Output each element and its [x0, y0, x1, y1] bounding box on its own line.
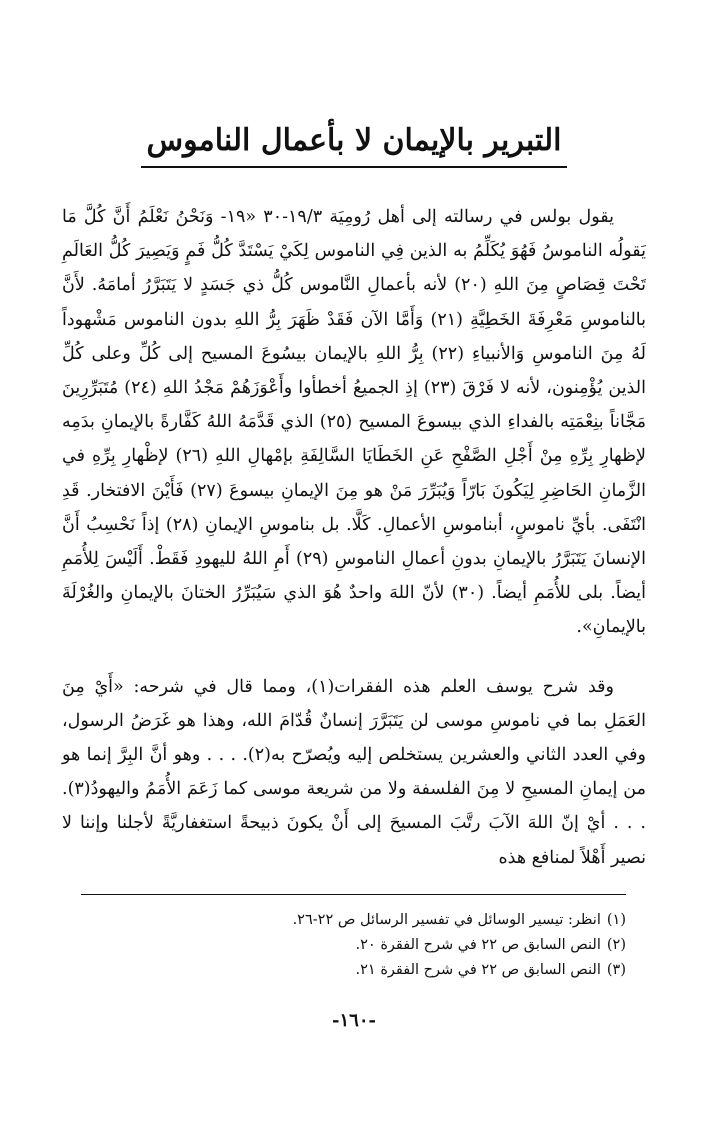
footnote-item — [81, 933, 626, 958]
footnote-item — [81, 908, 626, 933]
footnote-number: (٣) — [606, 962, 626, 978]
footnote-text: النص السابق ص ٢٢ في شرح الفقرة ٢١. — [355, 962, 601, 978]
scripture-quote-paragraph: يقول بولس في رسالته إلى أهل رُومِيَة ١٩/٣-٣٠ «١٩- وَنَحْنُ نَعْلَمُ أَنَّ كُلَّ مَا يَقولُه الناموسُ فَهُوَ يُكَلِّمُ به الذين فِي الناموس لِكَيْ يَسْتَدَّ كُلُّ فَمٍ وَيَصِيرَ كُلُّ العَالَمِ تَحْتَ قِصَاصٍ مِنَ اللهِ (٢٠) لأنه بأعمالِ النَّاموس كُلُّ ذي جَسَدٍ لا يَتَبَرَّرُ أمامَهُ. لأَنَّ بالناموسِ مَعْرِفَةَ الخَطِيَّةِ (٢١) وَأَمَّا الآن فَقَدْ ظَهَرَ بِرُّ اللهِ بدون الناموس مَشْهوداً لَهُ مِنَ الناموسِ وَالأنبياءِ (٢٢) بِرُّ اللهِ بالإيمان بيسُوعَ المسيح إلى كُلِّ وعلى كُلِّ الذين يُؤْمِنون، لأنه لا فَرْقَ (٢٣) إذِ الجميعُ أخطأوا وأَعْوَزَهُمْ مَجْدُ اللهِ (٢٤) مُتَبَرِّرِينَ مَجَّاناً بنِعْمَتِه بالفداءِ الذي بيسوعَ المسيح (٢٥) الذي قَدَّمَهُ اللهُ كَفَّارةً بالإيمانِ بدَمِه لإظهارِ بِرِّهِ مِنْ أَجْلِ الصَّفْحِ عَنِ الخَطَايَا السَّالِفَةِ بإمْهالِ اللهِ (٢٦) لإظْهارِ بِرِّهِ في الزَّمانِ الحَاضِرِ لِيَكُونَ بَارّاً وَيُبَرِّرَ مَنْ هو مِنَ الإيمانِ بيسوعَ (٢٧) فَأَيْنَ الافتخار. قَدِ انْتَفَى. بأيِّ ناموسٍ، أبناموسِ الأعمالِ. كَلَّا. بل بناموسِ الإيمانِ (٢٨) إذاً نَحْسِبُ أَنَّ الإنسانَ يَتَبَرَّرُ بالإيمانِ بدونِ أعمالِ الناموسِ (٢٩) أَمِ اللهُ لليهودِ فَقَطْ. أَلَيْسَ لِلأُمَمِ أيضاً. بلى للأُمَمِ أيضاً. (٣٠) لأنّ اللهَ واحدٌ هُوَ الذي سَيُبَرِّرُ الختانَ بالإيمانِ والغُرْلَةَ بالإيمانِ». — [62, 207, 647, 638]
footnotes-list — [81, 908, 626, 983]
commentary-paragraph: وقد شرح يوسف العلم هذه الفقرات(١)، ومما قال في شرحه: «أَيْ مِنَ العَمَلِ بما في ناموسِ موسى لن يَتَبَرَّرَ إنسانٌ قُدّامَ الله، وهذا هو غَرَضُ الرسول، وفي العدد الثاني والعشرين يستخلص إليه ويُصرّح به(٢). . . . وهو أنَّ البِرَّ إنما هو من إيمانِ المسيحِ لا مِنَ الفلسفة ولا من شريعة موسى كما زَعَمَ الأُمَمُ واليهودُ(٣). . . . أيْ إنّ اللهَ الآبَ رتَّبَ المسيحَ إلى أَنْ يكونَ ذبيحةً استغفاريَّةً لأجلنا وإننا لا نصير أَهْلاً لمنافع هذه — [62, 676, 646, 868]
footnote-number: (٢) — [606, 937, 626, 953]
footnote-item — [81, 958, 626, 983]
footnote-number: (١) — [606, 912, 626, 928]
footnote-text: انظر: تيسير الوسائل في تفسير الرسائل ص ٢٢-٢٦. — [292, 912, 601, 928]
chapter-title: التبرير بالإيمان لا بأعمال الناموس — [141, 118, 568, 168]
footnote-text: النص السابق ص ٢٢ في شرح الفقرة ٢٠. — [355, 937, 601, 953]
main-text — [62, 200, 646, 875]
chapter-heading — [0, 118, 708, 168]
page-number: -١٦٠- — [332, 1010, 376, 1031]
footnote-divider — [81, 894, 626, 895]
